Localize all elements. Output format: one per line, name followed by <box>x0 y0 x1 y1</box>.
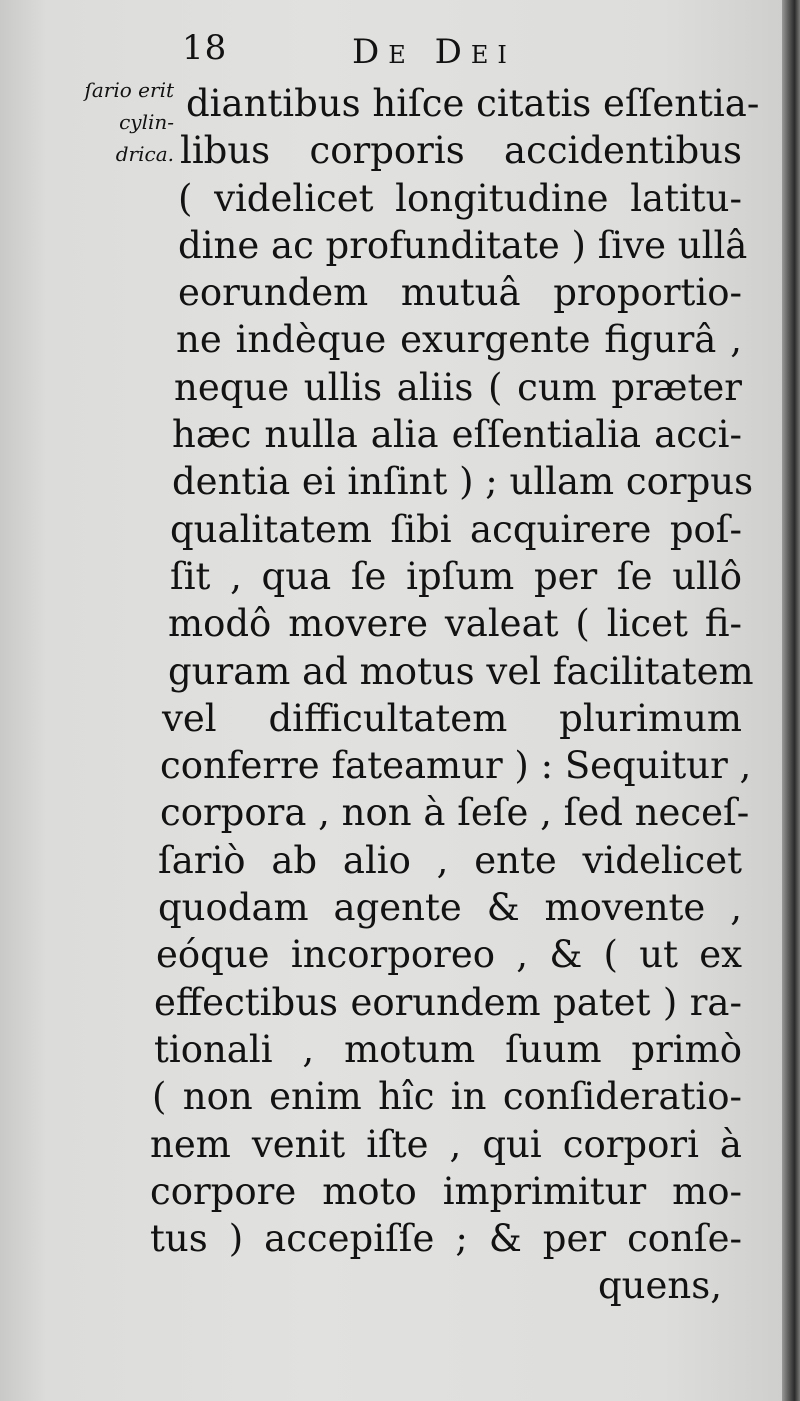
text-line: dine ac profunditate ) ſive ullâ <box>178 223 748 267</box>
text-line: modô movere valeat ( licet fi- <box>168 602 742 646</box>
text-line: vel difficultatem plurimum <box>162 696 742 740</box>
marginal-note-line: drica. <box>115 142 174 166</box>
text-line: ſariò ab alio , ente videlicet <box>158 838 742 882</box>
running-title: De Dei <box>352 32 516 72</box>
book-spine-edge <box>782 0 800 1401</box>
marginal-note-line: cylin- <box>119 110 174 134</box>
body-text <box>150 80 760 1310</box>
page-number: 18 <box>182 28 228 68</box>
text-line: effectibus eorundem patet ) ra- <box>154 980 742 1024</box>
text-line: hæc nulla alia eſſentialia acci- <box>172 413 742 457</box>
text-line: ( non enim hîc in conſideratio- <box>152 1075 742 1119</box>
text-line: tionali , motum ſuum primò <box>154 1027 742 1071</box>
text-line: diantibus hiſce citatis eſſentia- <box>186 82 760 125</box>
text-line: corpora , non à ſeſe , ſed neceſ- <box>160 791 750 835</box>
text-line: corpore moto imprimitur mo- <box>150 1169 742 1213</box>
text-line: ſit , qua ſe ipſum per ſe ullô <box>170 554 742 598</box>
text-line: eorundem mutuâ proportio- <box>178 271 742 315</box>
text-line: nem venit iſte , qui corpori à <box>150 1122 742 1166</box>
running-head <box>0 20 782 80</box>
text-line: dentia ei inſint ) ; ullam corpus <box>172 460 754 504</box>
text-line: qualitatem ſibi acquirere poſ- <box>170 507 742 551</box>
marginal-note-line: ſario erit <box>84 78 174 102</box>
text-line: tus ) accepiſſe ; & per conſe- <box>150 1217 742 1261</box>
text-line: ( videlicet longitudine latitu- <box>178 176 742 220</box>
catchword: quens, <box>598 1264 722 1308</box>
text-line: ne indèque exurgente figurâ , <box>176 318 742 362</box>
text-line: conferre fateamur ) : Sequitur , <box>160 744 752 788</box>
text-line: guram ad motus vel facilitatem <box>168 649 754 693</box>
text-line: neque ullis aliis ( cum præter <box>174 365 742 409</box>
text-line: eóque incorporeo , & ( ut ex <box>156 933 742 977</box>
text-line: quodam agente & movente , <box>158 886 742 930</box>
text-line: libus corporis accidentibus <box>180 129 742 173</box>
